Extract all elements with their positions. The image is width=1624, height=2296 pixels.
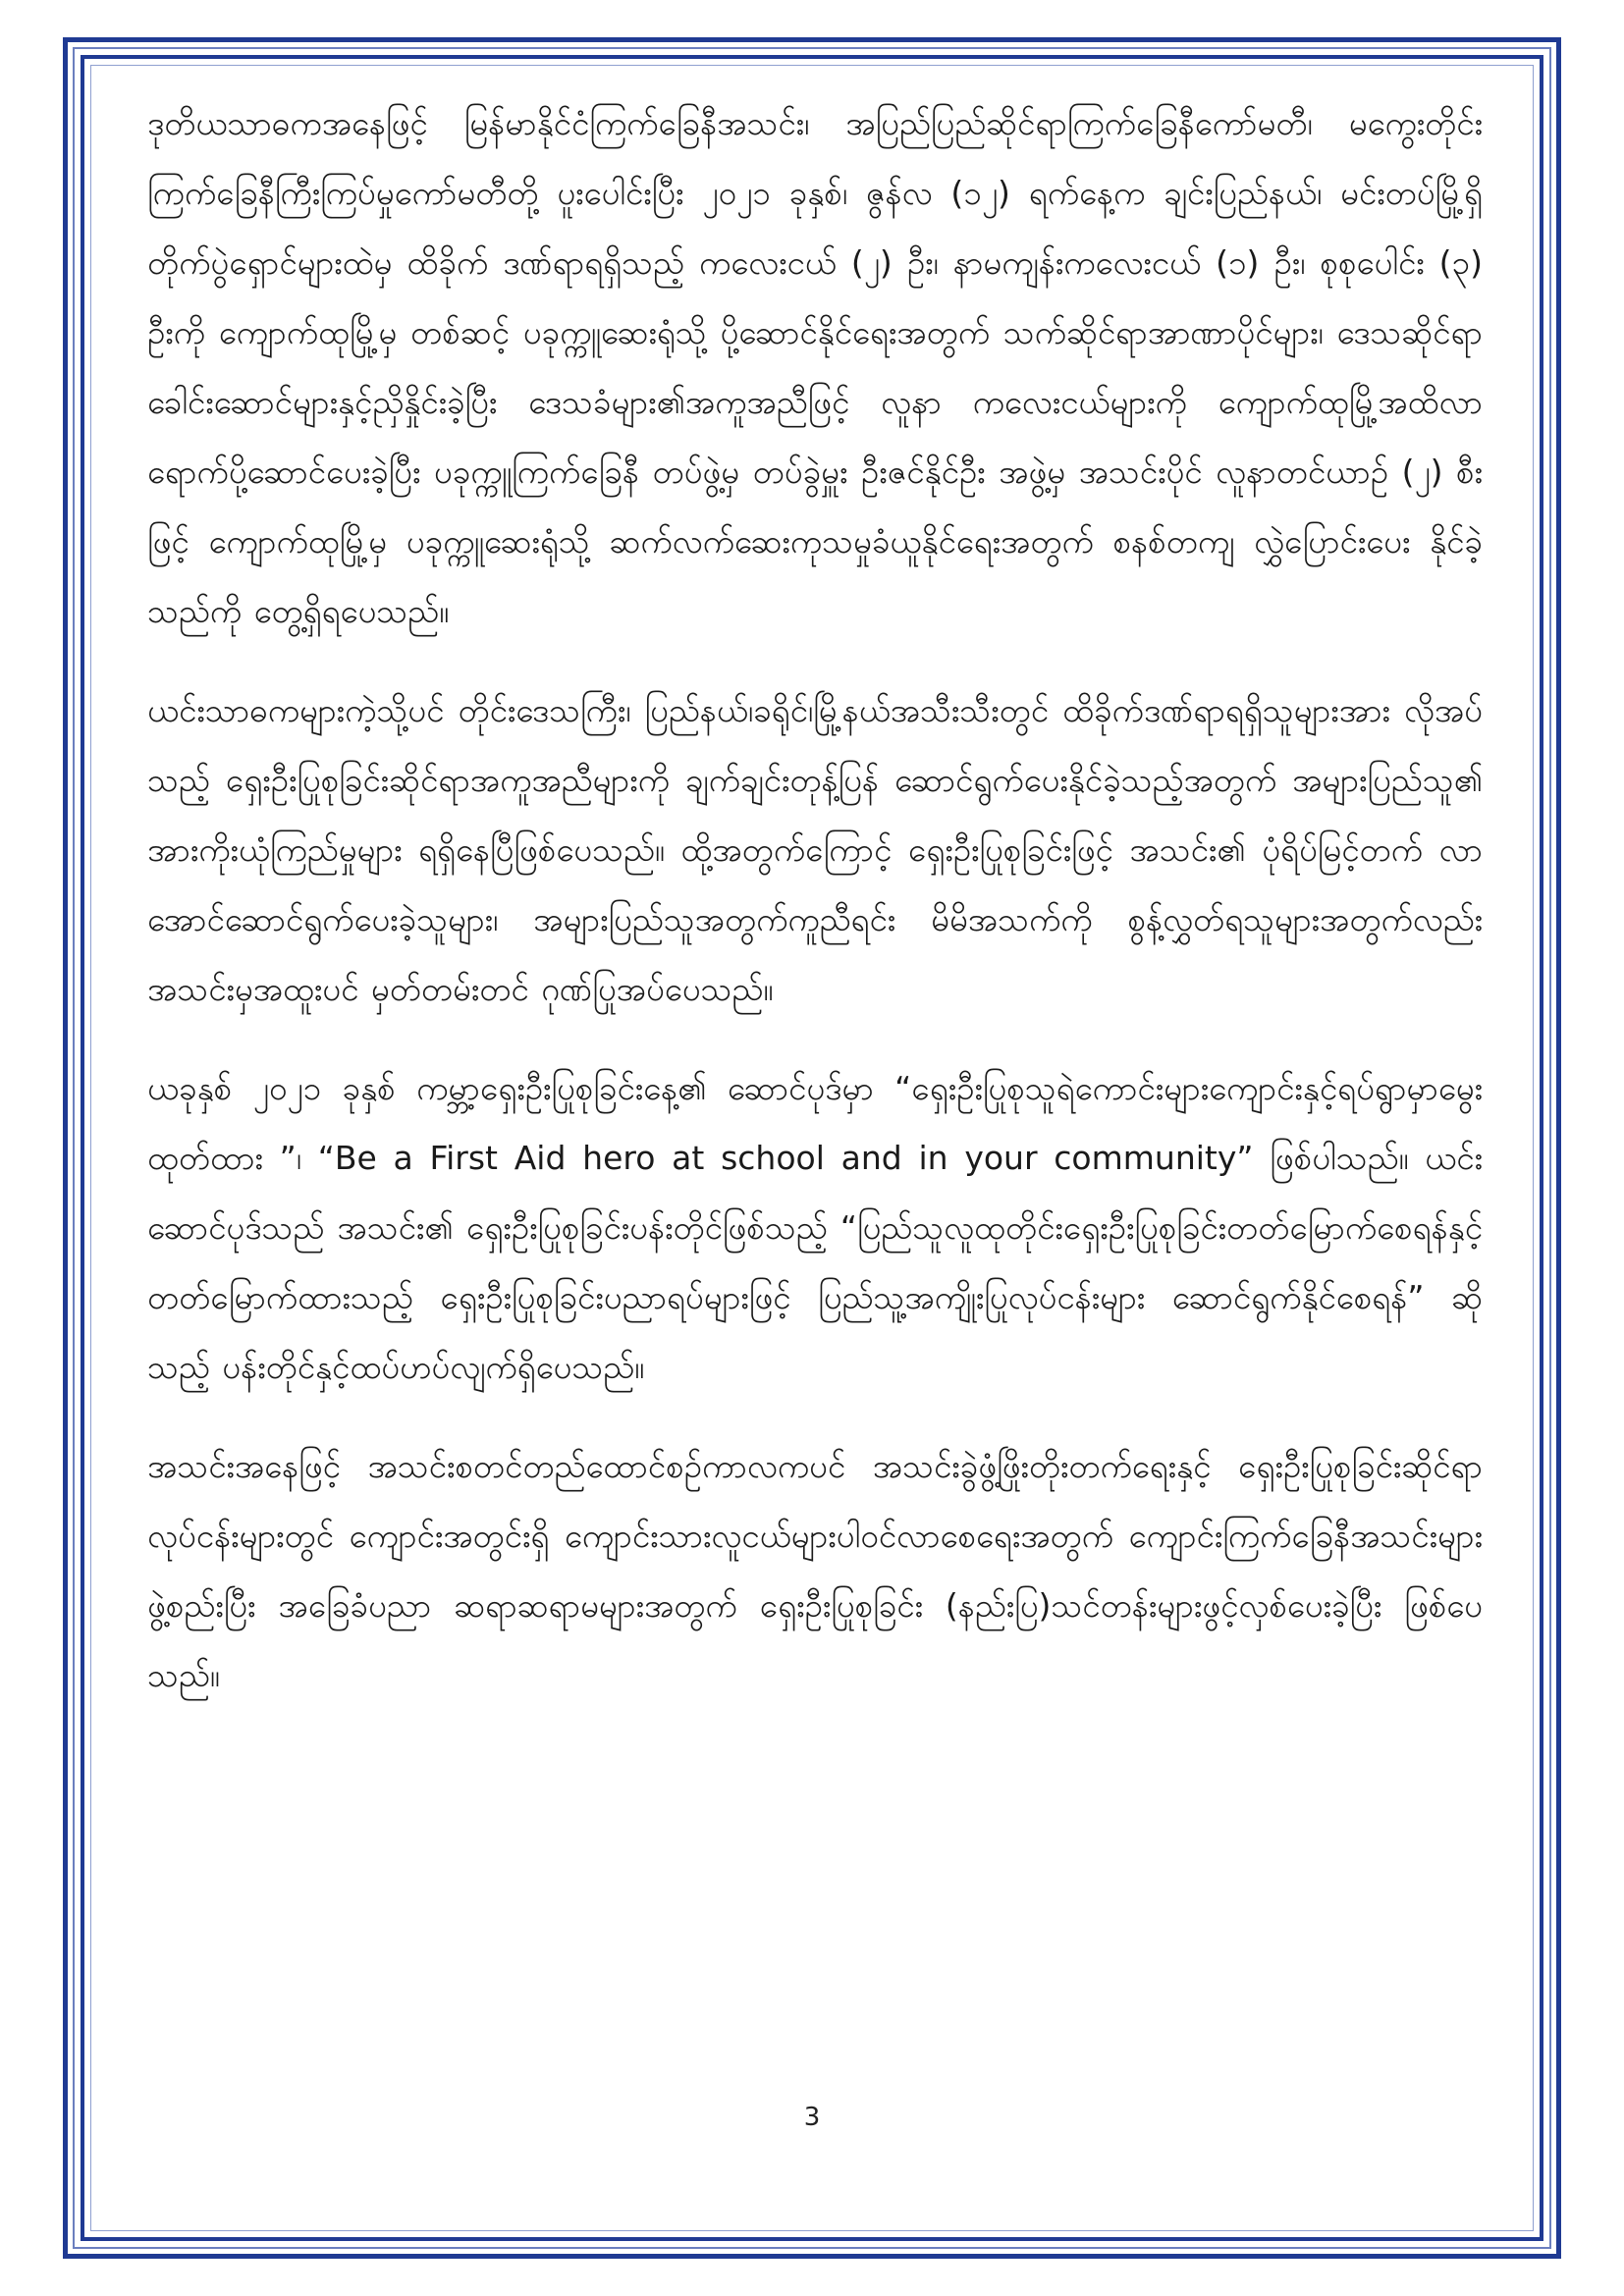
paragraph-3: ယခုနှစ် ၂၀၂၁ ခုနှစ် ကမ္ဘာ့ရှေးဦးပြုစုခြင်းနေ့၏ ဆောင်ပုဒ်မှာ “ရှေးဦးပြုစုသူရဲကောင်းများကျောင်းနှင့်ရပ်ရွာမှာမွေးထုတ်ထား ”၊ “Be a First Aid hero at school and in your community” ဖြစ်ပါသည်။ ယင်းဆောင်ပုဒ်သည် အသင်း၏ ရှေးဦးပြုစုခြင်းပန်းတိုင်ဖြစ်သည့် “ပြည်သူလူထုတိုင်းရှေးဦးပြုစုခြင်းတတ်မြောက်စေရန်နှင့် တတ်မြောက်ထားသည့် ရှေးဦးပြုစုခြင်းပညာရပ်များဖြင့် ပြည်သူ့အကျိုးပြုလုပ်ငန်းများ ဆောင်ရွက်နိုင်စေရန်” ဆိုသည့် ပန်းတိုင်နှင့်ထပ်ဟပ်လျက်ရှိပေသည်။ — [147, 1069, 1483, 1386]
paragraph-2: ယင်းသာဓကများကဲ့သို့ပင် တိုင်းဒေသကြီး၊ ပြည်နယ်၊ခရိုင်၊မြို့နယ်အသီးသီးတွင် ထိခိုက်ဒဏ်ရာရရှိသူများအား လိုအပ်သည့် ရှေးဦးပြုစုခြင်းဆိုင်ရာအကူအညီများကို ချက်ချင်းတုန့်ပြန် ဆောင်ရွက်ပေးနိုင်ခဲ့သည့်အတွက် အများပြည်သူ၏ အားကိုးယုံကြည်မှုများ ရရှိနေပြီဖြစ်ပေသည်။ ထို့အတွက်ကြောင့် ရှေးဦးပြုစုခြင်းဖြင့် အသင်း၏ ပုံရိပ်မြင့်တက် လာအောင်ဆောင်ရွက်ပေးခဲ့သူများ၊ အများပြည်သူအတွက်ကူညီရင်း မိမိအသက်ကို စွန့်လွှတ်ရသူများအတွက်လည်း အသင်းမှအထူးပင် မှတ်တမ်းတင် ဂုဏ်ပြုအပ်ပေသည်။ — [147, 691, 1483, 1008]
document-body — [147, 88, 1483, 1739]
paragraph-1: ဒုတိယသာဓကအနေဖြင့် မြန်မာနိုင်ငံကြက်ခြေနီအသင်း၊ အပြည်ပြည်ဆိုင်ရာကြက်ခြေနီကော်မတီ၊ မကွေးတိုင်းကြက်ခြေနီကြီးကြပ်မှုကော်မတီတို့ ပူးပေါင်းပြီး ၂၀၂၁ ခုနှစ်၊ ဇွန်လ (၁၂) ရက်နေ့က ချင်းပြည်နယ်၊ မင်းတပ်မြို့ရှိ တိုက်ပွဲရှောင်များထဲမှ ထိခိုက် ဒဏ်ရာရရှိသည့် ကလေးငယ် (၂) ဦး၊ နာမကျန်းကလေးငယ် (၁) ဦး၊ စုစုပေါင်း (၃) ဦးကို ကျောက်ထုမြို့မှ တစ်ဆင့် ပခုက္ကူဆေးရုံသို့ ပို့ဆောင်နိုင်ရေးအတွက် သက်ဆိုင်ရာအာဏာပိုင်များ၊ ဒေသဆိုင်ရာခေါင်းဆောင်များနှင့်ညှိနှိုင်းခဲ့ပြီး ဒေသခံများ၏အကူအညီဖြင့် လူနာ ကလေးငယ်များကို ကျောက်ထုမြို့အထိလာရောက်ပို့ဆောင်ပေးခဲ့ပြီး ပခုက္ကူကြက်ခြေနီ တပ်ဖွဲ့မှ တပ်ခွဲမှူး ဦးဇင်နိုင်ဦး အဖွဲ့မှ အသင်းပိုင် လူနာတင်ယာဉ် (၂) စီးဖြင့် ကျောက်ထုမြို့မှ ပခုက္ကူဆေးရုံသို့ ဆက်လက်ဆေးကုသမှုခံယူနိုင်ရေးအတွက် စနစ်တကျ လွှဲပြောင်းပေး နိုင်ခဲ့သည်ကို တွေ့ရှိရပေသည်။ — [147, 104, 1483, 630]
paragraph-4: အသင်းအနေဖြင့် အသင်းစတင်တည်ထောင်စဉ်ကာလကပင် အသင်းခွဲဖွံ့ဖြိုးတိုးတက်ရေးနှင့် ရှေးဦးပြုစုခြင်းဆိုင်ရာလုပ်ငန်းများတွင် ကျောင်းအတွင်းရှိ ကျောင်းသားလူငယ်များပါဝင်လာစေရေးအတွက် ကျောင်းကြက်ခြေနီအသင်းများဖွဲ့စည်းပြီး အခြေခံပညာ ဆရာဆရာမများအတွက် ရှေးဦးပြုစုခြင်း (နည်းပြ)သင်တန်းများဖွင့်လှစ်ပေးခဲ့ပြီး ဖြစ်ပေသည်။ — [147, 1447, 1483, 1694]
page-number: 3 — [803, 2103, 821, 2132]
